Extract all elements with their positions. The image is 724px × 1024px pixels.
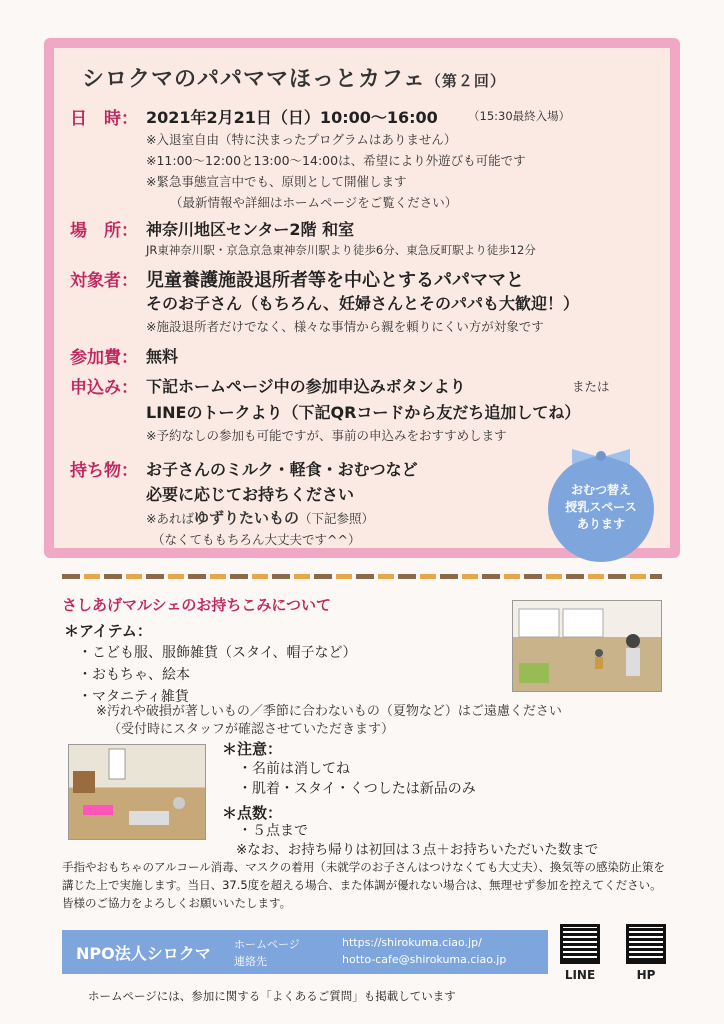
room-photo-illustration bbox=[513, 601, 661, 691]
item: ・マタニティ雑貨 bbox=[78, 689, 189, 705]
badge-line: おむつ替え bbox=[570, 483, 631, 497]
ribbon-icon bbox=[572, 447, 630, 467]
marche-title: さしあげマルシェのお持ちこみについて bbox=[62, 596, 332, 614]
date-label: 日 時： bbox=[70, 109, 138, 129]
badge-line: あります bbox=[576, 517, 625, 531]
hp-qr-code[interactable] bbox=[626, 924, 666, 964]
bring-label: 持ち物： bbox=[70, 461, 138, 481]
event-title: シロクマのパパママほっとカフェ（第２回） bbox=[82, 67, 506, 92]
bring-note: ※あればゆずりたいもの（下記参照） bbox=[146, 509, 375, 527]
fee-label: 参加費： bbox=[70, 348, 138, 368]
count-heading: ＊点数： bbox=[222, 804, 283, 822]
items-heading: ＊アイテム： bbox=[64, 622, 152, 640]
target-line: 児童養護施設退所者等を中心とするパパママと bbox=[146, 270, 524, 291]
count-note: ※なお、お持ち帰りは初回は３点＋お持ちいただいた数まで bbox=[236, 842, 599, 858]
date-note: ※緊急事態宣言中でも、原則として開催します bbox=[146, 174, 407, 189]
bring-note-emphasis: ゆずりたいもの bbox=[193, 509, 299, 527]
infection-measures-text: 手指やおもちゃのアルコール消毒、マスクの着用（未就学のお子さんはつけなくても大丈夫）、換気等の感染防止策を講じた上で実施します。当日、37.5度を超える場合、また体調が優れない場合は、無理せず参加を控えてください。皆様のご協力をよろしくお願いいたします。 bbox=[62, 860, 666, 910]
item: ・おもちゃ、絵本 bbox=[78, 667, 190, 683]
badge-line: 授乳スペース bbox=[565, 500, 637, 514]
place-label: 場 所： bbox=[70, 221, 138, 241]
play-photo-illustration bbox=[69, 745, 205, 839]
line-qr-label: LINE bbox=[564, 968, 596, 982]
diaper-space-badge bbox=[548, 456, 654, 562]
homepage-url[interactable]: https://shirokuma.ciao.jp/ bbox=[342, 936, 482, 949]
apply-line: LINEのトークより（下記QRコードから友だち追加してね） bbox=[146, 403, 581, 422]
divider bbox=[62, 574, 662, 579]
fee-value: 無料 bbox=[146, 347, 179, 366]
target-label: 対象者： bbox=[70, 271, 138, 291]
apply-line: 下記ホームページ中の参加申込みボタンより bbox=[146, 377, 466, 396]
apply-label: 申込み： bbox=[70, 378, 138, 398]
date-note: （最新情報や詳細はホームページをご覧ください） bbox=[170, 195, 458, 210]
contact-email[interactable]: hotto-cafe@shirokuma.ciao.jp bbox=[342, 953, 507, 966]
caution-item: ・名前は消してね bbox=[238, 761, 350, 777]
caution-item: ・肌着・スタイ・くつしたは新品のみ bbox=[238, 781, 476, 797]
org-name: NPO法人シロクマ bbox=[76, 944, 211, 963]
target-note: ※施設退所者だけでなく、様々な事情から親を頼りにくい方が対象です bbox=[146, 319, 544, 334]
hp-qr-label: HP bbox=[636, 968, 656, 982]
apply-note: ※予約なしの参加も可能ですが、事前の申込みをおすすめします bbox=[146, 428, 507, 443]
access-note: JR東神奈川駅・京急京急東神奈川駅より徒歩6分、東急反町駅より徒歩12分 bbox=[146, 243, 536, 257]
items-note: （受付時にスタッフが確認させていただきます） bbox=[108, 722, 395, 737]
items-note: ※汚れや破損が著しいもの／季節に合わないもの（夏物など）はご遠慮ください bbox=[96, 704, 562, 719]
apply-or: または bbox=[572, 379, 610, 394]
faq-note: ホームページには、参加に関する「よくあるご質問」も掲載しています bbox=[88, 989, 456, 1003]
org-footer-bar bbox=[62, 930, 548, 974]
item: ・こども服、服飾雑貨（スタイ、帽子など） bbox=[78, 645, 357, 661]
line-qr-code[interactable] bbox=[560, 924, 600, 964]
homepage-label: ホームページ bbox=[234, 938, 300, 951]
bring-line: お子さんのミルク・軽食・おむつなど bbox=[146, 460, 418, 479]
target-line: そのお子さん（もちろん、妊婦さんとそのパパも大歓迎！） bbox=[146, 294, 579, 313]
bring-line: 必要に応じてお持ちください bbox=[146, 485, 355, 504]
date-note: ※入退室自由（特に決まったプログラムはありません） bbox=[146, 132, 457, 147]
contact-label: 連絡先 bbox=[234, 955, 267, 968]
place-value: 神奈川地区センター2階 和室 bbox=[146, 220, 355, 239]
caution-heading: ＊注意： bbox=[222, 740, 283, 758]
date-note: ※11:00～12:00と13:00～14:00は、希望により外遊びも可能です bbox=[146, 153, 526, 168]
bring-note2: （なくてももちろん大丈夫です^^） bbox=[152, 532, 361, 547]
play-photo bbox=[68, 744, 206, 840]
last-entry-note: （15:30最終入場） bbox=[468, 109, 571, 123]
count-value: ・５点まで bbox=[238, 823, 308, 839]
room-photo bbox=[512, 600, 662, 692]
date-value: 2021年2月21日（日）10:00～16:00 bbox=[146, 108, 438, 127]
edition-label: （第２回） bbox=[425, 72, 506, 90]
